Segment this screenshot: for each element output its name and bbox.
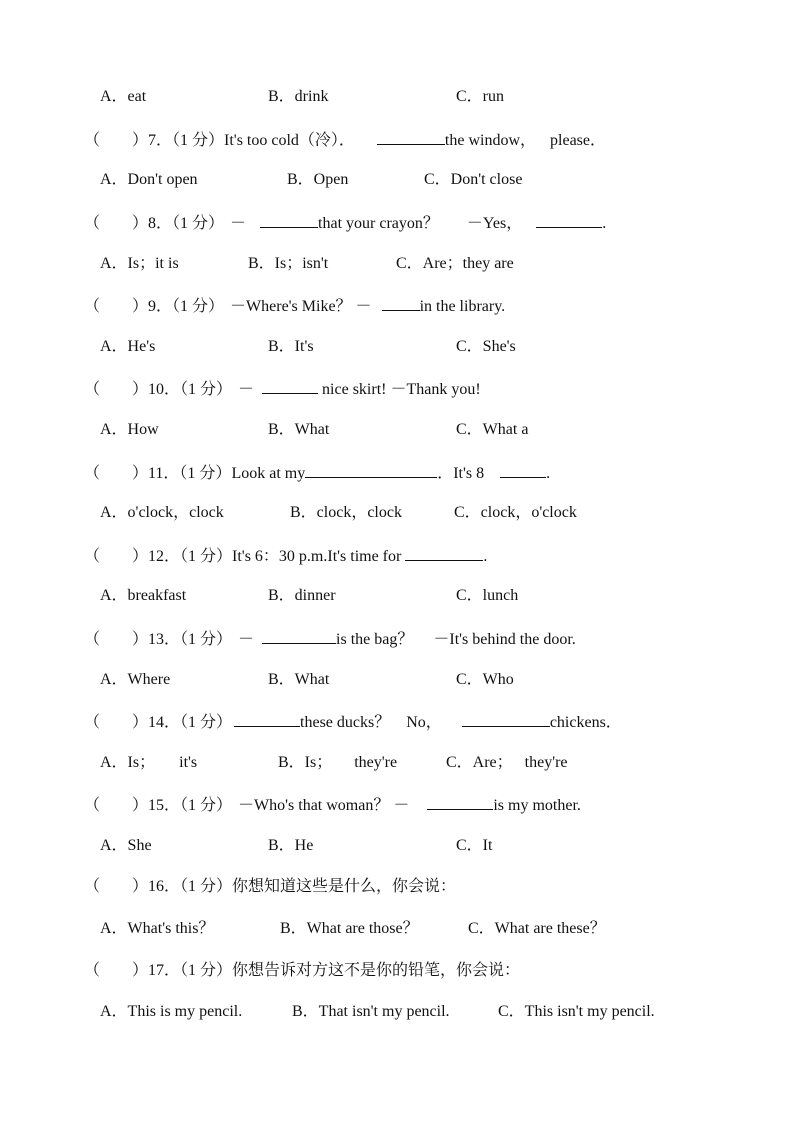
question-text: the window， (444, 132, 537, 149)
option-b[interactable]: B．What are those？ (280, 920, 419, 937)
option-text: they're (524, 754, 568, 771)
answer-paren[interactable]: （ ） (84, 962, 149, 979)
answer-paren[interactable]: （ ） (84, 714, 149, 731)
question-text: －It's behind the door. (433, 631, 576, 648)
option-a[interactable]: A．How (100, 421, 159, 438)
option-label: B．Is； (278, 754, 333, 771)
option-label: A．Is； (100, 754, 156, 771)
option-c[interactable]: C．What a (456, 421, 529, 438)
option-b[interactable]: B．dinner (268, 587, 336, 604)
option-a[interactable]: A．o'clock，clock (100, 504, 224, 521)
option-c[interactable]: C．It (456, 837, 493, 854)
answer-paren[interactable]: （ ） (84, 215, 149, 232)
question-number: 8．（1 分） (148, 215, 225, 232)
question-text: 你想告诉对方这不是你的铅笔，你会说： (232, 962, 521, 979)
option-b[interactable]: B．clock，clock (290, 504, 402, 521)
question-text: these ducks？ (300, 714, 391, 731)
answer-blank[interactable] (260, 212, 318, 228)
answer-paren[interactable]: （ ） (84, 548, 149, 565)
option-c[interactable]: C．clock，o'clock (454, 504, 577, 521)
question-text: ．It's 8 (437, 465, 489, 482)
question-text: is the bag？ (336, 631, 414, 648)
option-a[interactable]: A．What's this？ (100, 920, 215, 937)
question-8 (84, 212, 606, 232)
question-number: 15．（1 分） (148, 797, 233, 814)
question-number: 12．（1 分） (148, 548, 233, 565)
option-c[interactable]: C．Who (456, 671, 514, 688)
question-16 (84, 877, 456, 897)
answer-paren[interactable]: （ ） (84, 132, 149, 149)
option-b[interactable]: B．Open (287, 171, 349, 188)
question-text: chickens． (549, 714, 622, 731)
question-text: － (230, 215, 247, 232)
option-c[interactable]: C．Don't close (424, 171, 523, 188)
option-c[interactable]: C．lunch (456, 587, 519, 604)
answer-paren[interactable]: （ ） (84, 878, 149, 895)
question-text: 你想知道这些是什么，你会说： (232, 878, 457, 895)
question-text: It's too cold（冷）． (224, 132, 355, 149)
question-12 (84, 545, 487, 565)
option-c[interactable]: C．run (456, 88, 505, 105)
option-text: it's (179, 754, 198, 771)
option-b[interactable]: B．What (268, 671, 330, 688)
question-text: －Who's that woman？ － (238, 797, 410, 814)
answer-paren[interactable]: （ ） (84, 797, 149, 814)
option-c[interactable]: C．Are；they are (396, 255, 514, 272)
answer-paren[interactable]: （ ） (84, 298, 149, 315)
option-a[interactable] (100, 753, 197, 773)
question-text: －Yes， (466, 215, 523, 232)
option-b[interactable]: B．He (268, 837, 314, 854)
question-text: － (238, 631, 255, 648)
answer-blank[interactable] (262, 628, 336, 644)
answer-blank[interactable] (427, 794, 493, 810)
question-15 (84, 794, 581, 814)
question-7 (84, 129, 606, 149)
question-number: 10．（1 分） (148, 381, 233, 398)
question-text: Look at my (231, 465, 306, 482)
answer-blank[interactable] (377, 129, 445, 145)
answer-blank[interactable] (234, 711, 300, 727)
question-9 (84, 295, 505, 315)
option-c[interactable] (446, 753, 568, 773)
answer-blank[interactable] (536, 212, 602, 228)
question-text: in the library. (419, 298, 506, 315)
question-number: 17．（1 分） (148, 962, 233, 979)
question-text: － (238, 381, 255, 398)
answer-blank[interactable] (262, 378, 318, 394)
option-a[interactable]: A．Is；it is (100, 255, 179, 272)
question-text: . (483, 548, 488, 565)
question-text: is my mother. (493, 797, 581, 814)
option-b[interactable]: B．That isn't my pencil. (292, 1003, 450, 1020)
option-a[interactable]: A．eat (100, 88, 147, 105)
question-text: . (546, 465, 551, 482)
question-number: 9．（1 分） (148, 298, 225, 315)
option-a[interactable]: A．He's (100, 338, 156, 355)
option-a[interactable]: A．Where (100, 671, 171, 688)
question-text: It's 6：30 p.m.It's time for (232, 548, 406, 565)
question-14 (84, 711, 622, 731)
question-text: please． (550, 132, 607, 149)
question-10 (84, 378, 481, 398)
option-b[interactable]: B．drink (268, 88, 329, 105)
question-number: 13．（1 分） (148, 631, 233, 648)
option-b[interactable]: B．What (268, 421, 330, 438)
option-c[interactable]: C．She's (456, 338, 516, 355)
question-number: 11．（1 分） (148, 465, 232, 482)
question-number: 14．（1 分） (148, 714, 233, 731)
option-c[interactable]: C．What are these？ (468, 920, 606, 937)
answer-paren[interactable]: （ ） (84, 465, 149, 482)
option-c[interactable]: C．This isn't my pencil. (498, 1003, 655, 1020)
option-a[interactable]: A．breakfast (100, 587, 187, 604)
option-a[interactable]: A．Don't open (100, 171, 198, 188)
answer-blank[interactable] (405, 545, 483, 561)
question-text: －Where's Mike？ － (230, 298, 372, 315)
answer-blank[interactable] (305, 462, 437, 478)
question-11 (84, 462, 550, 482)
option-label: C．Are； (446, 754, 513, 771)
answer-blank[interactable] (382, 295, 420, 311)
question-number: 7．（1 分） (148, 132, 225, 149)
option-a[interactable]: A．She (100, 837, 152, 854)
question-text: nice skirt! －Thank you! (318, 381, 481, 398)
answer-paren[interactable]: （ ） (84, 631, 149, 648)
question-17 (84, 961, 520, 981)
option-b[interactable]: B．It's (268, 338, 314, 355)
question-13 (84, 628, 576, 648)
question-text: No， (406, 714, 442, 731)
option-a[interactable]: A．This is my pencil. (100, 1003, 243, 1020)
option-b[interactable]: B．Is；isn't (248, 255, 329, 272)
question-text: . (602, 215, 607, 232)
option-text: they're (354, 754, 398, 771)
answer-blank[interactable] (500, 462, 546, 478)
option-b[interactable] (278, 753, 397, 773)
question-text: that your crayon？ (318, 215, 439, 232)
answer-blank[interactable] (462, 711, 550, 727)
answer-paren[interactable]: （ ） (84, 381, 149, 398)
question-number: 16．（1 分） (148, 878, 233, 895)
